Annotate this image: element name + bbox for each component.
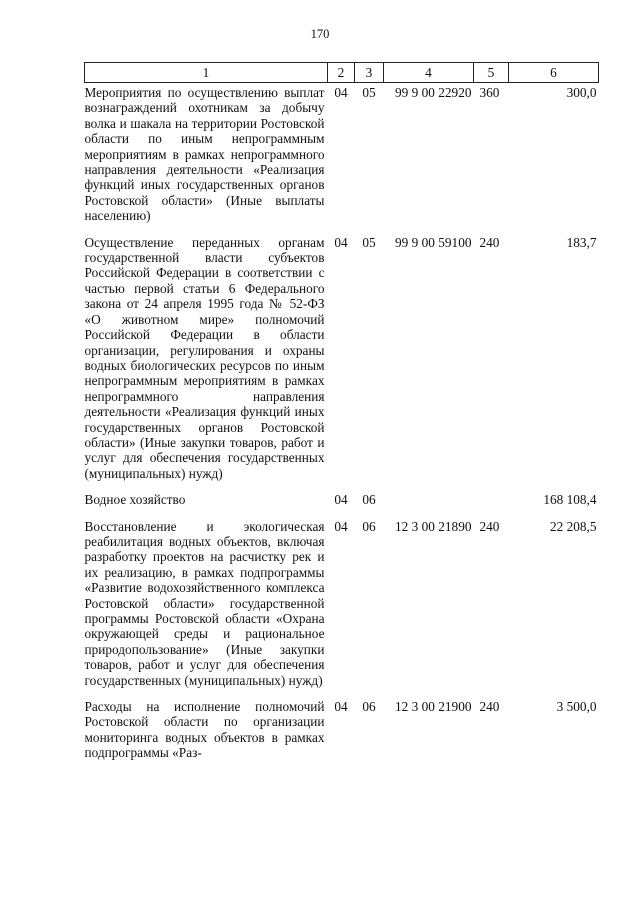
row-section-code: 04 [334, 234, 348, 250]
column-header-3: 3 [355, 63, 384, 83]
row-expense-type-code: 240 [479, 234, 500, 250]
row-amount: 300,0 [566, 85, 597, 100]
row-amount: 168 108,4 [543, 492, 597, 508]
row-expense-type-code: 240 [479, 518, 500, 534]
budget-table [84, 62, 599, 772]
table-row [85, 699, 599, 772]
row-subsection-code: 06 [362, 492, 376, 508]
row-amount: 22 208,5 [549, 518, 597, 534]
row-target-article-code: 12 3 00 21900 [395, 699, 472, 715]
row-target-article-code [384, 492, 474, 518]
table-row [85, 235, 599, 493]
table-header-row [85, 63, 599, 83]
row-section-code: 04 [334, 699, 348, 715]
column-header-1: 1 [85, 63, 328, 83]
row-subsection-code: 05 [362, 234, 376, 250]
row-target-article-code: 99 9 00 59100 [395, 234, 472, 250]
row-expense-type-code: 240 [479, 699, 500, 715]
row-description: Осуществление переданных органам государственной власти субъектов Российской Федерации в соответствии с частью первой статьи 6 Федерального закона от 24 апреля 1995 года № 52-ФЗ «О животном мире» полномочий Российской Федерации в области организации, регулирования и охраны водных биологических ресурсов по иным непрограммным мероприятиям в рамках непрограммного направления деятельности «Реализация функций иных государственных органов Ростовской области» (Иные закупки товаров, работ и услуг для обеспечения государственных (муниципальных) нужд) [84, 234, 325, 481]
row-target-article-code: 12 3 00 21890 [395, 518, 472, 534]
table-row [85, 83, 599, 235]
table-row [85, 519, 599, 699]
row-description: Мероприятия по осуществлению выплат вознаграждений охотникам за добычу волка и шакала на территории Ростовской области по иным непрограммным мероприятиям в рамках непрограммного направления деятельности «Реализация функций иных государственных органов Ростовской области» (Иные выплаты населению) [84, 85, 325, 224]
row-subsection-code: 05 [362, 85, 376, 100]
row-subsection-code: 06 [362, 699, 376, 715]
row-section-code: 04 [334, 518, 348, 534]
row-subsection-code: 06 [362, 518, 376, 534]
column-header-2: 2 [328, 63, 355, 83]
row-description: Восстановление и экологическая реабилитация водных объектов, включая разработку проектов на расчистку рек и их реализацию, в рамках подпрограммы «Развитие водохозяйственного комплекса Ростовской области» государственной программы Ростовской области «Охрана окружающей среды и рациональное природопользование» (Иные закупки товаров, работ и услуг для обеспечения государственных (муниципальных) нужд) [84, 518, 325, 688]
page-number: 170 [310, 27, 330, 41]
column-header-4: 4 [384, 63, 474, 83]
row-expense-type-code: 360 [479, 85, 500, 100]
row-section-code: 04 [334, 85, 348, 100]
row-target-article-code: 99 9 00 22920 [395, 85, 472, 100]
row-expense-type-code [474, 492, 509, 518]
column-header-5: 5 [474, 63, 509, 83]
row-description: Водное хозяйство [84, 492, 186, 508]
table-row [85, 492, 599, 518]
row-section-code: 04 [334, 492, 348, 508]
row-amount: 183,7 [566, 234, 597, 250]
row-description: Расходы на исполнение полномочий Ростовской области по организации мониторинга водных объектов в рамках подпрограммы «Раз- [84, 699, 325, 761]
column-header-6: 6 [509, 63, 599, 83]
row-amount: 3 500,0 [556, 699, 597, 715]
